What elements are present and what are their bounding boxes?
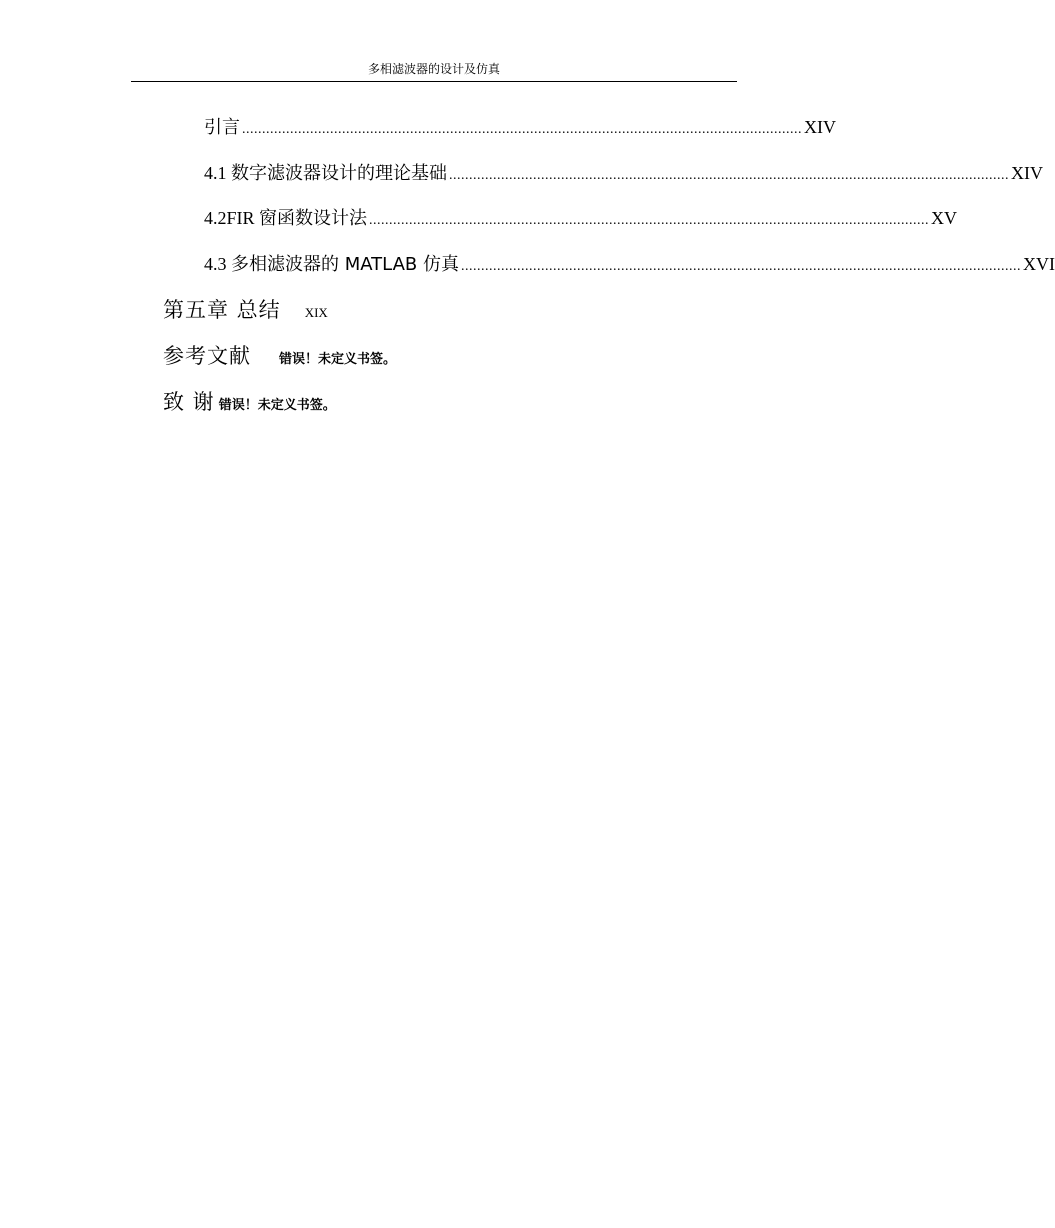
toc-entry-intro[interactable]	[204, 115, 836, 142]
toc-entry-page: XIV	[804, 117, 836, 137]
toc-leader-dots: ............................................................................................................................................	[369, 213, 930, 228]
toc-chapter-page-error: 错误！未定义书签。	[218, 398, 336, 413]
toc-entry-text: 多相滤波器的 MATLAB 仿真	[231, 254, 459, 275]
toc-chapter-title: 参考文献	[163, 344, 251, 368]
toc-entry-title: 引言	[204, 117, 240, 138]
toc-entry-title	[204, 206, 367, 231]
toc-entry-page: XVI	[1023, 254, 1055, 274]
toc-leader-dots: ............................................................................................................................................	[449, 168, 1009, 183]
toc-chapter-acknowledgement[interactable]	[163, 388, 336, 416]
toc-entry-title	[204, 252, 459, 277]
toc-leader-dots: ............................................................................................................................................	[461, 259, 1021, 274]
page-header-title: 多相滤波器的设计及仿真	[367, 62, 500, 76]
toc-chapter-title: 致 谢	[163, 390, 215, 414]
toc-entry-text: 窗函数设计法	[259, 208, 368, 229]
toc-chapter-5[interactable]	[163, 296, 328, 324]
toc-chapter-page-error: 错误！未定义书签。	[279, 352, 397, 367]
toc-entry-number: 4.1	[204, 163, 231, 183]
toc-entry-number: 4.3	[204, 254, 231, 274]
toc-leader-dots: ............................................................................................................................................	[242, 122, 802, 137]
toc-entry-title	[204, 161, 447, 186]
toc-chapter-page: XIX	[304, 305, 328, 320]
toc-entry-number: 4.2FIR	[204, 208, 260, 228]
toc-entry-4-2[interactable]	[204, 206, 958, 233]
toc-entry-4-3[interactable]	[204, 252, 1055, 279]
toc-entry-page: XIV	[1011, 163, 1043, 183]
toc-chapter-title: 第五章 总结	[163, 298, 281, 322]
toc-entry-4-1[interactable]	[204, 161, 1043, 188]
toc-entry-page: XV	[931, 208, 958, 228]
toc-entry-text: 数字滤波器设计的理论基础	[231, 163, 447, 184]
page-header	[131, 60, 737, 82]
toc-chapter-references[interactable]	[163, 342, 396, 370]
